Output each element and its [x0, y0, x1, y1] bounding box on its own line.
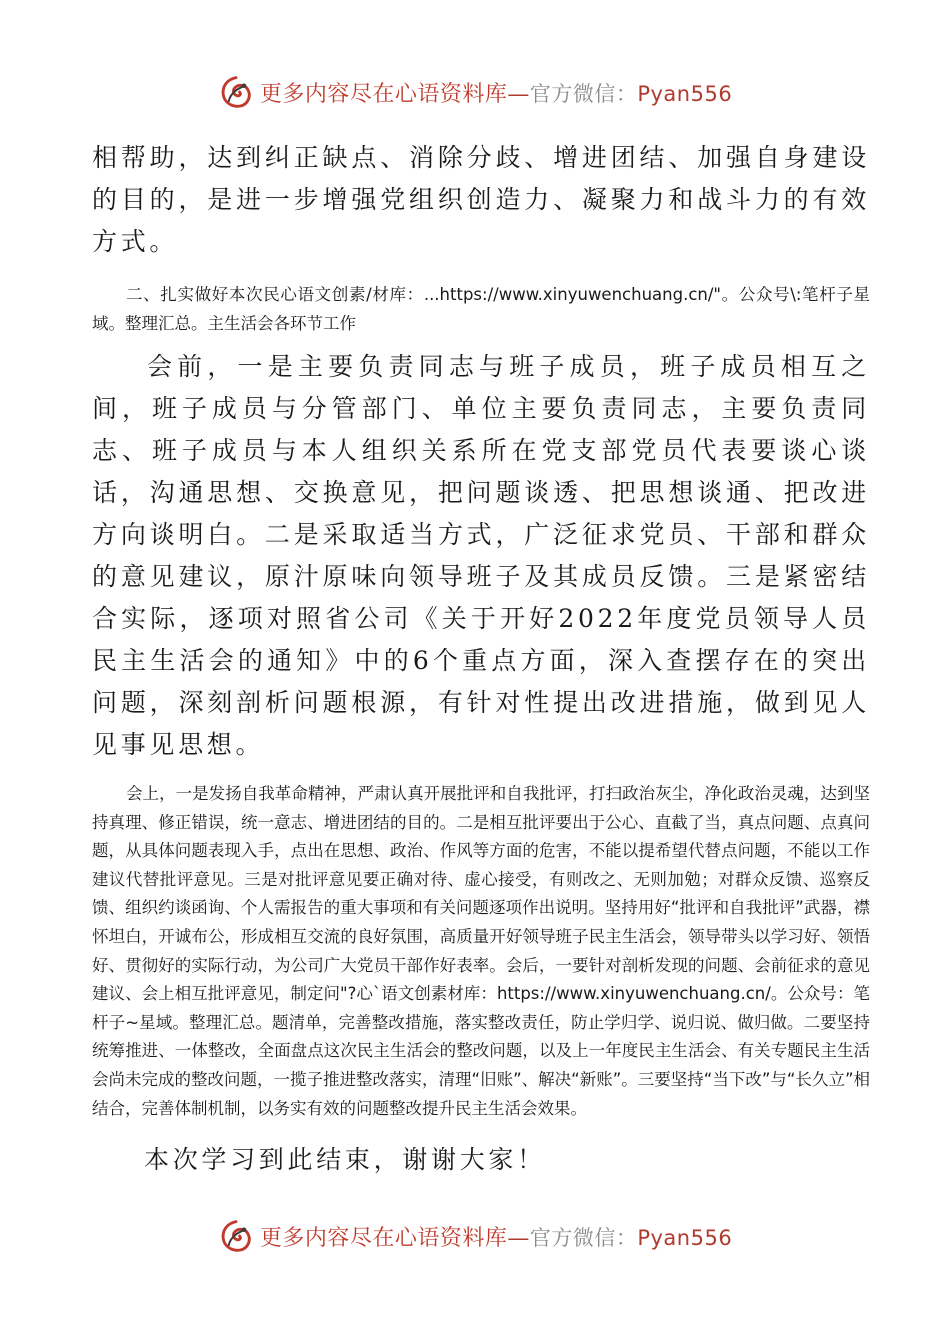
banner-main-text: 更多内容尽在心语资料库: [259, 1225, 508, 1251]
document-body: [92, 137, 870, 1181]
lotus-swirl-logo-icon: [218, 1218, 254, 1254]
lotus-swirl-logo-icon: [218, 74, 254, 110]
banner-main-text: 更多内容尽在心语资料库: [259, 81, 508, 107]
banner-separator: —: [507, 1225, 530, 1251]
banner-wechat-label: 官方微信：: [529, 1225, 638, 1250]
banner-text: [260, 1221, 732, 1252]
before-meeting-paragraph: 会前，一是主要负责同志与班子成员，班子成员相互之间，班子成员与分管部门、单位主要负责同志，主要负责同志、班子成员与本人组织关系所在党支部党员代表要谈心谈话，沟通思想、交换意见，把问题谈透、把思想谈通、把改进方向谈明白。二是采取适当方式，广泛征求党员、干部和群众的意见建议，原汁原味向领导班子及其成员反馈。三是紧密结合实际，逐项对照省公司《关于开好2022年度党员领导人员民主生活会的通知》中的6个重点方面，深入查摆存在的突出问题，深刻剖析问题根源，有针对性提出改进措施，做到见人见事见思想。: [92, 352, 870, 759]
banner-wechat-id: Pyan556: [637, 1225, 733, 1250]
banner-wechat-label: 官方微信：: [529, 81, 638, 106]
intro-paragraph: 相帮助，达到纠正缺点、消除分歧、增进团结、加强自身建设的目的，是进一步增强党组织创造力、凝聚力和战斗力的有效方式。: [92, 143, 870, 256]
banner-wechat-id: Pyan556: [637, 81, 733, 106]
section-heading: 二、扎实做好本次民心语文创素/材库：...https://www.xinyuwenchuang.cn/"。公众号\:笔杆子星域。整理汇总。主生活会各环节工作: [92, 285, 870, 333]
header-banner: [0, 70, 950, 114]
during-meeting-paragraph: 会上，一是发扬自我革命精神，严肃认真开展批评和自我批评，打扫政治灰尘，净化政治灵魂，达到坚持真理、修正错误，统一意志、增进团结的目的。二是相互批评要出于公心、直截了当，真点问题、点真问题，从具体问题表现入手，点出在思想、政治、作风等方面的危害，不能以提希望代替点问题，不能以工作建议代替批评意见。三是对批评意见要正确对待、虚心接受，有则改之、无则加勉；对群众反馈、巡察反馈、组织约谈函询、个人需报告的重大事项和有关问题逐项作出说明。坚持用好“批评和自我批评”武器，襟怀坦白，开诚布公，形成相互交流的良好氛围，高质量开好领导班子民主生活会，领导带头以学习好、领悟好、贯彻好的实际行动，为公司广大党员干部作好表率。会后，一要针对剖析发现的问题、会前征求的意见建议、会上相互批评意见，制定问"?心`语文创素材库：https://www.xinyuwenchuang.cn/。公众号：笔杆子~星域。整理汇总。题清单，完善整改措施，落实整改责任，防止学归学、说归说、做归做。二要坚持统筹推进、一体整改，全面盘点这次民主生活会的整改问题，以及上一年度民主生活会、有关专题民主生活会尚未完成的整改问题，一揽子推进整改落实，清理“旧账”、解决“新账”。三要坚持“当下改”与“长久立”相结合，完善体制机制，以务实有效的问题整改提升民主生活会效果。: [92, 784, 870, 1118]
banner-text: [260, 77, 732, 108]
banner-separator: —: [507, 81, 530, 107]
footer-banner: [0, 1214, 950, 1258]
closing-paragraph: 本次学习到此结束，谢谢大家！: [144, 1145, 546, 1175]
